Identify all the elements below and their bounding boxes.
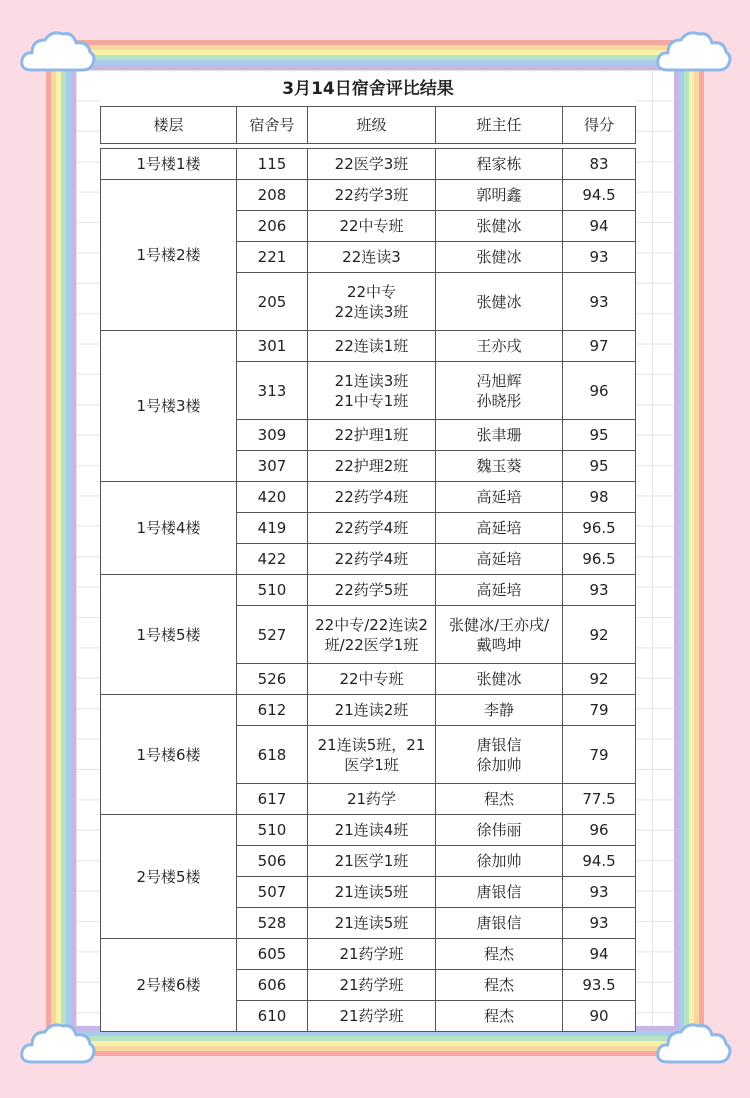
score-cell: 92 xyxy=(563,664,636,695)
floor-cell: 2号楼6楼 xyxy=(101,939,237,1032)
class-cell: 22药学3班 xyxy=(308,180,436,211)
table-header-row xyxy=(101,107,636,144)
score-cell: 93 xyxy=(563,877,636,908)
teacher-cell: 魏玉葵 xyxy=(436,451,563,482)
table-row xyxy=(101,939,636,970)
teacher-cell: 张健冰 xyxy=(436,242,563,273)
room-cell: 526 xyxy=(237,664,308,695)
teacher-cell: 张聿珊 xyxy=(436,420,563,451)
room-cell: 301 xyxy=(237,331,308,362)
class-cell: 21连读5班 xyxy=(308,908,436,939)
score-cell: 93 xyxy=(563,242,636,273)
table-row xyxy=(101,482,636,513)
class-cell: 22药学4班 xyxy=(308,513,436,544)
room-cell: 208 xyxy=(237,180,308,211)
room-cell: 115 xyxy=(237,149,308,180)
cloud-icon xyxy=(18,1020,96,1068)
score-cell: 83 xyxy=(563,149,636,180)
class-cell: 22药学4班 xyxy=(308,544,436,575)
cloud-icon xyxy=(654,1020,732,1068)
room-cell: 419 xyxy=(237,513,308,544)
room-cell: 206 xyxy=(237,211,308,242)
room-cell: 610 xyxy=(237,1001,308,1032)
floor-cell: 2号楼5楼 xyxy=(101,815,237,939)
floor-cell: 1号楼1楼 xyxy=(101,149,237,180)
room-cell: 420 xyxy=(237,482,308,513)
score-cell: 96.5 xyxy=(563,513,636,544)
table-row xyxy=(101,575,636,606)
header-cell: 宿舍号 xyxy=(237,107,308,144)
class-cell: 21连读5班 xyxy=(308,877,436,908)
room-cell: 221 xyxy=(237,242,308,273)
room-cell: 618 xyxy=(237,726,308,784)
score-cell: 79 xyxy=(563,695,636,726)
room-cell: 606 xyxy=(237,970,308,1001)
score-cell: 94 xyxy=(563,939,636,970)
score-cell: 96 xyxy=(563,815,636,846)
class-cell: 21连读2班 xyxy=(308,695,436,726)
teacher-cell: 程杰 xyxy=(436,939,563,970)
room-cell: 422 xyxy=(237,544,308,575)
floor-cell: 1号楼2楼 xyxy=(101,180,237,331)
score-cell: 90 xyxy=(563,1001,636,1032)
teacher-cell: 徐伟丽 xyxy=(436,815,563,846)
score-cell: 77.5 xyxy=(563,784,636,815)
class-cell: 21药学班 xyxy=(308,939,436,970)
header-cell: 得分 xyxy=(563,107,636,144)
floor-cell: 1号楼4楼 xyxy=(101,482,237,575)
teacher-cell: 李静 xyxy=(436,695,563,726)
room-cell: 510 xyxy=(237,815,308,846)
score-cell: 93 xyxy=(563,575,636,606)
cloud-icon xyxy=(654,28,732,76)
class-cell: 22中专班 xyxy=(308,664,436,695)
room-cell: 612 xyxy=(237,695,308,726)
floor-cell: 1号楼6楼 xyxy=(101,695,237,815)
teacher-cell: 唐银信 xyxy=(436,877,563,908)
score-cell: 94.5 xyxy=(563,180,636,211)
room-cell: 205 xyxy=(237,273,308,331)
room-cell: 307 xyxy=(237,451,308,482)
table-row xyxy=(101,815,636,846)
table-row xyxy=(101,180,636,211)
class-cell: 21药学班 xyxy=(308,1001,436,1032)
class-cell: 21连读5班，21 医学1班 xyxy=(308,726,436,784)
teacher-cell: 张健冰 xyxy=(436,273,563,331)
teacher-cell: 王亦戌 xyxy=(436,331,563,362)
score-cell: 94 xyxy=(563,211,636,242)
class-cell: 21连读3班 21中专1班 xyxy=(308,362,436,420)
floor-cell: 1号楼5楼 xyxy=(101,575,237,695)
class-cell: 21连读4班 xyxy=(308,815,436,846)
score-cell: 94.5 xyxy=(563,846,636,877)
teacher-cell: 唐银信 xyxy=(436,908,563,939)
teacher-cell: 唐银信 徐加帅 xyxy=(436,726,563,784)
score-cell: 96 xyxy=(563,362,636,420)
room-cell: 510 xyxy=(237,575,308,606)
class-cell: 22中专 22连读3班 xyxy=(308,273,436,331)
floor-cell: 1号楼3楼 xyxy=(101,331,237,482)
teacher-cell: 高延培 xyxy=(436,544,563,575)
teacher-cell: 程杰 xyxy=(436,970,563,1001)
dorm-rating-table xyxy=(100,72,636,1032)
score-cell: 95 xyxy=(563,451,636,482)
room-cell: 605 xyxy=(237,939,308,970)
class-cell: 21医学1班 xyxy=(308,846,436,877)
page-title: 3月14日宿舍评比结果 xyxy=(101,72,636,107)
teacher-cell: 张健冰/王亦戌/ 戴鸣坤 xyxy=(436,606,563,664)
teacher-cell: 程杰 xyxy=(436,784,563,815)
teacher-cell: 高延培 xyxy=(436,575,563,606)
class-cell: 22护理2班 xyxy=(308,451,436,482)
room-cell: 528 xyxy=(237,908,308,939)
class-cell: 22药学4班 xyxy=(308,482,436,513)
room-cell: 617 xyxy=(237,784,308,815)
class-cell: 22连读1班 xyxy=(308,331,436,362)
cloud-icon xyxy=(18,28,96,76)
teacher-cell: 张健冰 xyxy=(436,664,563,695)
table-row xyxy=(101,695,636,726)
score-cell: 93 xyxy=(563,908,636,939)
room-cell: 507 xyxy=(237,877,308,908)
score-cell: 95 xyxy=(563,420,636,451)
room-cell: 506 xyxy=(237,846,308,877)
class-cell: 22连读3 xyxy=(308,242,436,273)
room-cell: 313 xyxy=(237,362,308,420)
class-cell: 22护理1班 xyxy=(308,420,436,451)
class-cell: 22中专/22连读2 班/22医学1班 xyxy=(308,606,436,664)
teacher-cell: 程家栋 xyxy=(436,149,563,180)
teacher-cell: 高延培 xyxy=(436,482,563,513)
score-cell: 96.5 xyxy=(563,544,636,575)
room-cell: 309 xyxy=(237,420,308,451)
class-cell: 22中专班 xyxy=(308,211,436,242)
teacher-cell: 程杰 xyxy=(436,1001,563,1032)
class-cell: 21药学班 xyxy=(308,970,436,1001)
class-cell: 21药学 xyxy=(308,784,436,815)
table-row xyxy=(101,149,636,180)
teacher-cell: 高延培 xyxy=(436,513,563,544)
room-cell: 527 xyxy=(237,606,308,664)
score-cell: 93.5 xyxy=(563,970,636,1001)
teacher-cell: 冯旭辉 孙晓彤 xyxy=(436,362,563,420)
table-row xyxy=(101,331,636,362)
teacher-cell: 郭明鑫 xyxy=(436,180,563,211)
teacher-cell: 徐加帅 xyxy=(436,846,563,877)
score-cell: 93 xyxy=(563,273,636,331)
header-cell: 班主任 xyxy=(436,107,563,144)
header-cell: 楼层 xyxy=(101,107,237,144)
teacher-cell: 张健冰 xyxy=(436,211,563,242)
score-cell: 98 xyxy=(563,482,636,513)
header-cell: 班级 xyxy=(308,107,436,144)
class-cell: 22医学3班 xyxy=(308,149,436,180)
score-cell: 97 xyxy=(563,331,636,362)
score-cell: 79 xyxy=(563,726,636,784)
class-cell: 22药学5班 xyxy=(308,575,436,606)
score-cell: 92 xyxy=(563,606,636,664)
